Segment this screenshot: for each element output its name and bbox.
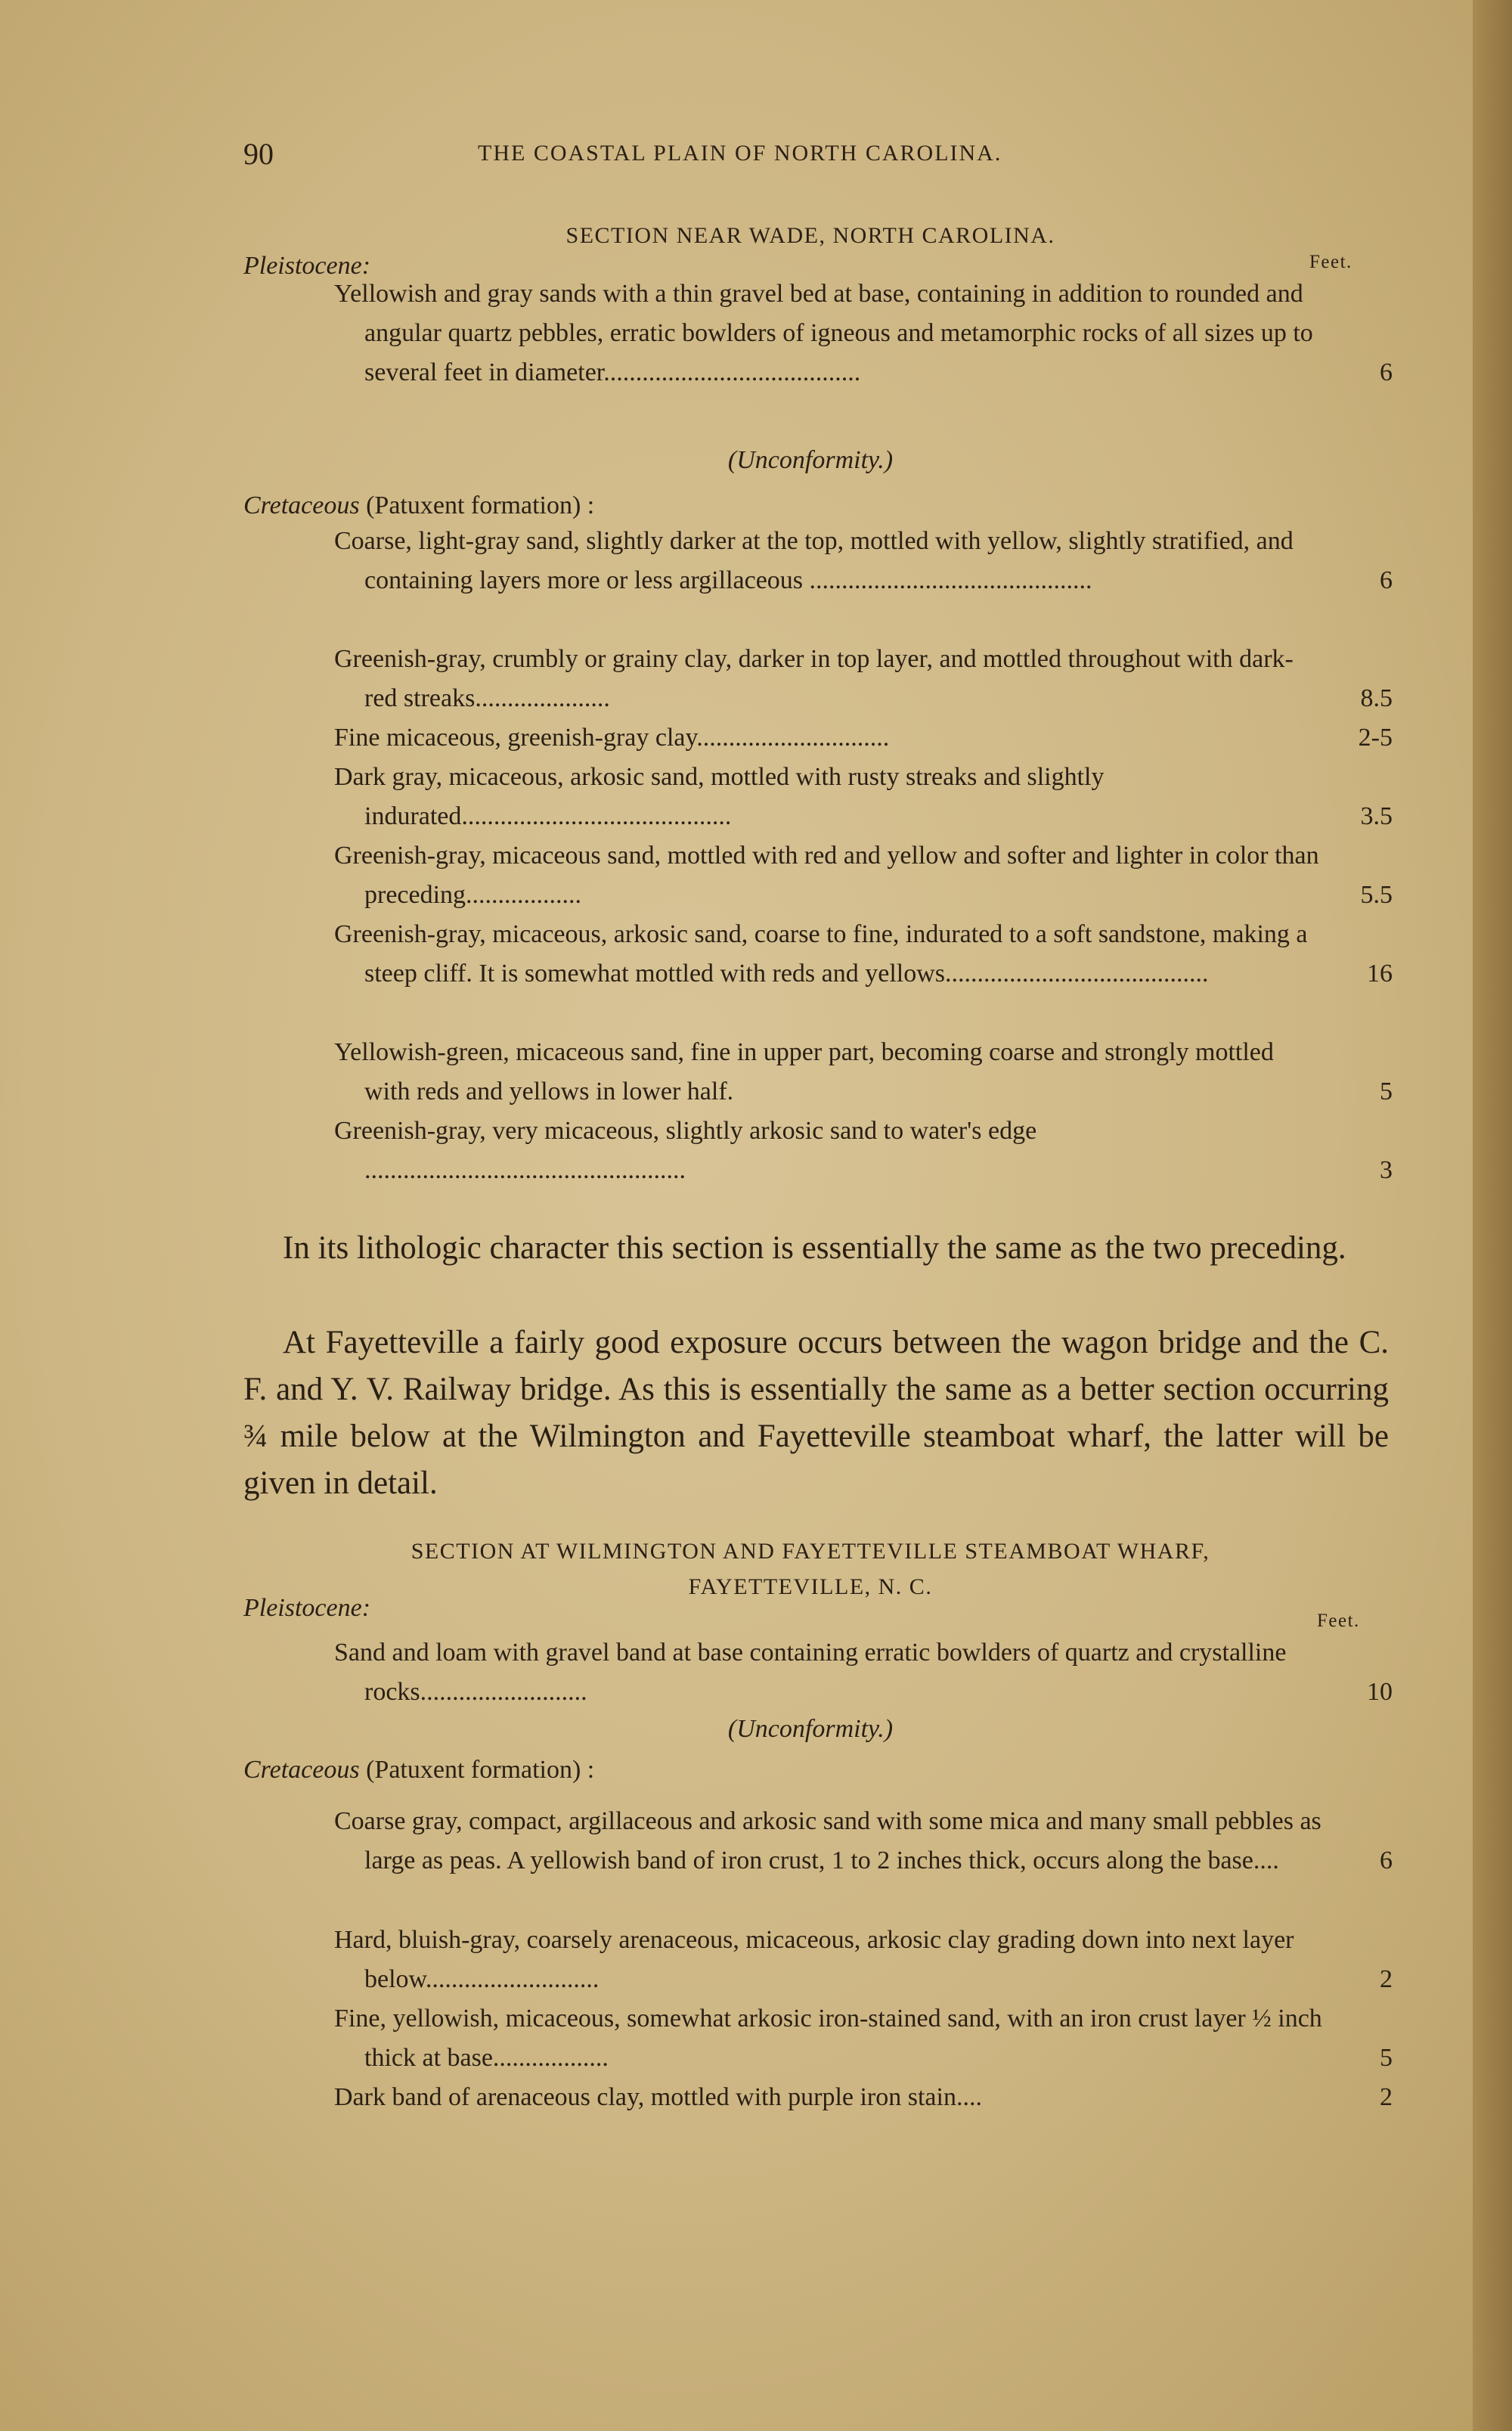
section2-layer: Hard, bluish-gray, coarsely arenaceous, micaceous, arkosic clay grading down into next layer below........................... 2 <box>334 1926 1393 1993</box>
section2-layer: Coarse gray, compact, argillaceous and arkosic sand with some mica and many small pebbles as large as peas. A yellowish band of iron crust, 1 to 2 inches thick, occurs along the base.... 6 <box>334 1807 1393 1874</box>
section1-feet-label: Feet. <box>1309 252 1352 272</box>
section1-pleistocene-label: Pleistocene: <box>243 252 371 280</box>
page-edge <box>1473 0 1512 2431</box>
section2-unconformity: (Unconformity.) <box>727 1715 894 1743</box>
section1-cretaceous-heading: Cretaceous (Patuxent formation) : <box>243 491 595 519</box>
section1-title: SECTION NEAR WADE, NORTH CAROLINA. <box>565 223 1055 248</box>
section2-layer: Fine, yellowish, micaceous, somewhat arkosic iron-stained sand, with an iron crust layer ½ inch thick at base.................. 5 <box>334 2005 1393 2072</box>
section2-feet-label: Feet. <box>1317 1611 1360 1631</box>
section1-layer: Coarse, light-gray sand, slightly darker at the top, mottled with yellow, slightly stratified, and containing layers more or less argillaceous ............................................ 6 <box>334 527 1393 594</box>
section1-layer: Greenish-gray, very micaceous, slightly arkosic sand to water's edge .................................................. 3 <box>334 1117 1393 1184</box>
section2-pleistocene-label: Pleistocene: <box>243 1594 371 1622</box>
section2-title-line1: SECTION AT WILMINGTON AND FAYETTEVILLE STEAMBOAT WHARF, <box>411 1539 1210 1564</box>
body-paragraph: At Fayetteville a fairly good exposure occurs between the wagon bridge and the C. F. and Y. V. Railway bridge. As this is essentially the same as a better section occurring ¾ mile below at the Wilmington and Fayetteville steamboat wharf, the latter will be given in detail. <box>243 1325 1389 1501</box>
section2-cretaceous-heading: Cretaceous (Patuxent formation) : <box>243 1756 595 1784</box>
section1-layer: Yellowish-green, micaceous sand, fine in upper part, becoming coarse and strongly mottled with reds and yellows in lower half. 5 <box>334 1038 1393 1105</box>
page-header <box>243 136 1377 181</box>
section1-layer: Greenish-gray, micaceous sand, mottled with red and yellow and softer and lighter in color than preceding.................. 5.5 <box>334 842 1393 909</box>
section1-pleistocene-layer: Yellowish and gray sands with a thin gravel bed at base, containing in addition to rounded and angular quartz pebbles, erratic bowlders of igneous and metamorphic rocks of all sizes up to several feet in diameter........................................ 6 <box>334 280 1393 386</box>
body-paragraph: In its lithologic character this section is essentially the same as the two preceding. <box>283 1230 1346 1266</box>
running-title: THE COASTAL PLAIN OF NORTH CAROLINA. <box>478 141 1002 166</box>
section1-layer: Dark gray, micaceous, arkosic sand, mottled with rusty streaks and slightly indurated.......................................... 3.5 <box>334 763 1393 830</box>
section2-layer: Dark band of arenaceous clay, mottled with purple iron stain.... 2 <box>334 2083 1393 2111</box>
section1-layer: Fine micaceous, greenish-gray clay.............................. 2-5 <box>334 724 1393 752</box>
section1-layer: Greenish-gray, micaceous, arkosic sand, coarse to fine, indurated to a soft sandstone, making a steep cliff. It is somewhat mottled with reds and yellows......................................... 16 <box>334 920 1393 988</box>
section1-unconformity: (Unconformity.) <box>727 446 894 474</box>
section2-pleistocene-layer: Sand and loam with gravel band at base containing erratic bowlders of quartz and crystalline rocks.......................... 10 <box>334 1639 1393 1706</box>
section1-layer: Greenish-gray, crumbly or grainy clay, darker in top layer, and mottled throughout with dark-red streaks..................... 8.5 <box>334 645 1393 712</box>
page-number: 90 <box>243 137 274 171</box>
section2-title-line2: FAYETTEVILLE, N. C. <box>688 1574 933 1599</box>
